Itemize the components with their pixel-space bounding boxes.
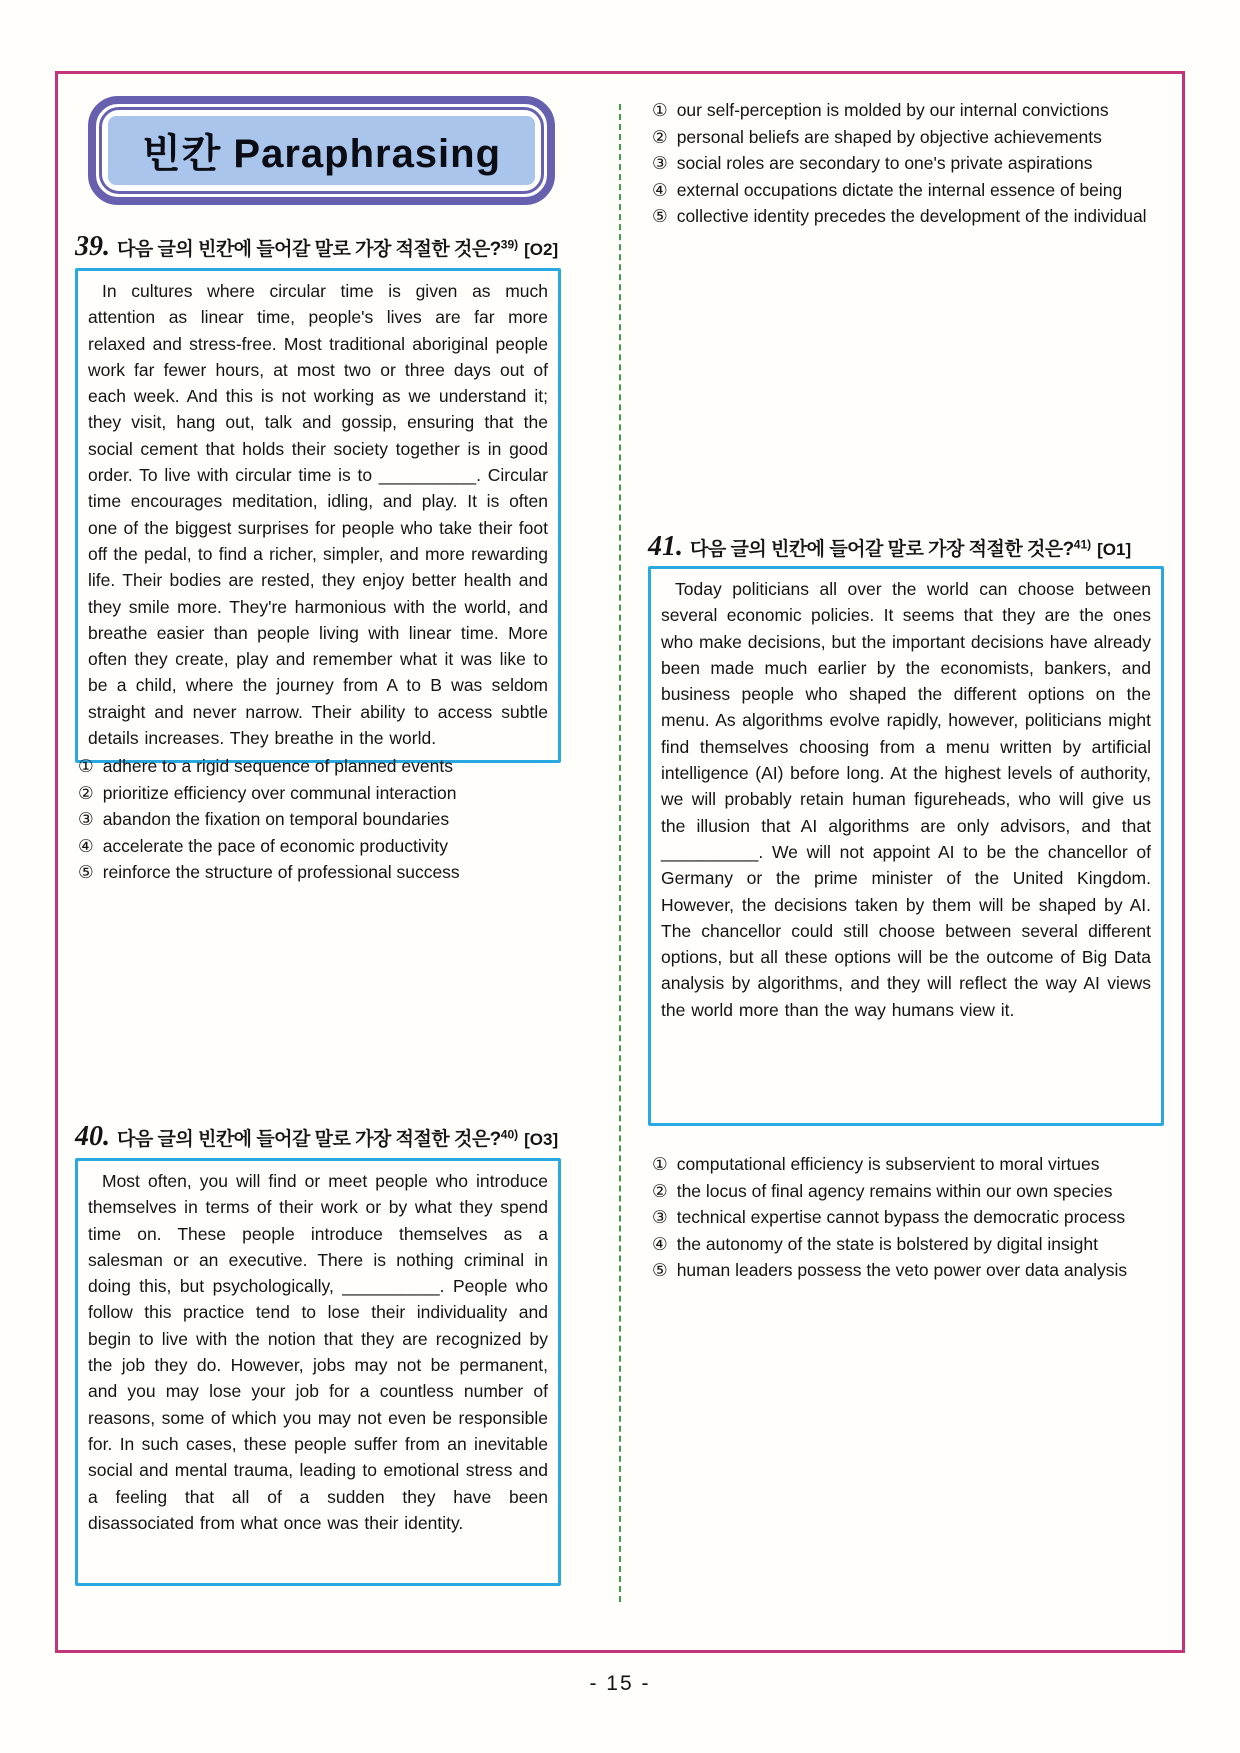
- question-39-choices: [78, 754, 562, 887]
- choice-41-4-text: the autonomy of the state is bolstered by digital insight: [676, 1233, 1098, 1254]
- choice-39-4-text: accelerate the pace of economic productivity: [102, 835, 449, 856]
- question-39-tag: [O2]: [524, 240, 559, 259]
- title-badge: [88, 96, 555, 205]
- choice-41-2: [652, 1179, 1164, 1205]
- question-39-number: 39.: [75, 231, 110, 262]
- choice-39-1-text: adhere to a rigid sequence of planned events: [102, 756, 453, 776]
- choice-40-1: [652, 98, 1164, 124]
- choice-40-4: [652, 178, 1164, 204]
- question-39-footnote: 39): [500, 237, 519, 252]
- choice-40-2-text: personal beliefs are shaped by objective achievements: [676, 126, 1102, 147]
- title-badge-ring: [99, 107, 544, 194]
- page-title: 빈칸 Paraphrasing: [142, 132, 502, 176]
- choice-40-3: [652, 151, 1164, 177]
- choice-41-2-text: the locus of final agency remains within our own species: [676, 1180, 1113, 1201]
- choice-41-5-text: human leaders possess the veto power over data analysis: [676, 1260, 1128, 1280]
- question-41-tag: [O1]: [1097, 540, 1132, 559]
- question-40-tag: [O3]: [524, 1130, 559, 1149]
- choice-39-1-marker: ①: [78, 756, 94, 776]
- choice-40-1-marker: ①: [652, 100, 668, 120]
- choice-40-2: [652, 125, 1164, 151]
- choice-39-3-marker: ③: [78, 809, 94, 829]
- question-39-header: [75, 231, 558, 263]
- choice-41-5-marker: ⑤: [652, 1260, 668, 1280]
- question-39-passage: In cultures where circular time is given as much attention as linear time, people's lives are far more relaxed and stress-free. Most traditional aboriginal people work far fewer hours, at most two or three days out of each week. And this is not working as we understand it; they visit, hang out, talk and gossip, ensuring that the social cement that holds their society together is in good order. To live with circular time is to __________. Circular time encourages meditation, idling, and play. It is often one of the biggest surprises for people who take their foot off the pedal, to find a richer, simpler, and more rewarding life. Their bodies are rested, they enjoy better health and they smile more. They're harmonious with the world, and breathe easier than people living with linear time. More often they create, play and remember what it was like to be a child, where the journey from A to B was seldom straight and never narrow. Their ability to access subtle details increases. They breathe in the world.: [88, 281, 548, 749]
- choice-40-4-text: external occupations dictate the internal essence of being: [676, 179, 1123, 200]
- question-40-passage-box: [75, 1158, 561, 1586]
- choice-39-4: [78, 834, 562, 860]
- question-40-number: 40.: [75, 1121, 110, 1152]
- choice-39-5: [78, 860, 562, 886]
- choice-40-4-marker: ④: [652, 179, 668, 200]
- choice-40-3-marker: ③: [652, 153, 668, 173]
- choice-40-1-text: our self-perception is molded by our internal convictions: [676, 100, 1109, 120]
- choice-39-2-marker: ②: [78, 782, 94, 803]
- choice-41-1: [652, 1152, 1164, 1178]
- question-40-choices: [652, 98, 1164, 231]
- choice-40-5: [652, 204, 1164, 230]
- choice-39-3-text: abandon the fixation on temporal boundaries: [102, 809, 450, 829]
- question-41-header: [648, 531, 1131, 563]
- question-39-passage-box: [75, 268, 561, 763]
- choice-41-1-marker: ①: [652, 1154, 668, 1174]
- choice-39-5-marker: ⑤: [78, 862, 94, 882]
- question-41-choices: [652, 1152, 1164, 1285]
- choice-39-5-text: reinforce the structure of professional success: [102, 862, 460, 882]
- column-divider: [619, 104, 621, 1602]
- choice-41-5: [652, 1258, 1164, 1284]
- choice-40-3-text: social roles are secondary to one's private aspirations: [676, 153, 1093, 173]
- question-40-prompt: 다음 글의 빈칸에 들어갈 말로 가장 적절한 것은?: [117, 1129, 501, 1150]
- choice-41-3-marker: ③: [652, 1207, 668, 1227]
- choice-41-2-marker: ②: [652, 1180, 668, 1201]
- question-41-prompt: 다음 글의 빈칸에 들어갈 말로 가장 적절한 것은?: [690, 539, 1074, 560]
- choice-41-4-marker: ④: [652, 1233, 668, 1254]
- page-number: - 15 -: [589, 1672, 651, 1695]
- choice-41-1-text: computational efficiency is subservient to moral virtues: [676, 1154, 1100, 1174]
- choice-40-5-text: collective identity precedes the development of the individual: [676, 206, 1147, 226]
- choice-41-4: [652, 1232, 1164, 1258]
- choice-40-5-marker: ⑤: [652, 206, 668, 226]
- question-41-passage: Today politicians all over the world can choose between several economic policies. It seems that they are the ones who make decisions, but the important decisions have already been made much earlier by the economists, bankers, and business people who shaped the different options on the menu. As algorithms evolve rapidly, however, politicians might find themselves choosing from a menu written by artificial intelligence (AI) before long. At the highest levels of authority, we will probably retain human figureheads, who will give us the illusion that AI algorithms are only advisors, and that __________. We will not appoint AI to be the chancellor of Germany or the prime minister of the United Kingdom. However, the decisions taken by them will be shaped by AI. The chancellor could still choose between several different options, but all these options will be the outcome of Big Data analysis by algorithms, and they will reflect the way AI views the world more than the way humans view it.: [661, 579, 1151, 1020]
- question-41-footnote: 41): [1073, 537, 1092, 552]
- choice-40-2-marker: ②: [652, 126, 668, 147]
- question-40-header: [75, 1121, 558, 1153]
- question-40-footnote: 40): [500, 1127, 519, 1142]
- choice-41-3-text: technical expertise cannot bypass the democratic process: [676, 1207, 1126, 1227]
- choice-39-1: [78, 754, 562, 780]
- title-badge-fill: [108, 116, 535, 185]
- choice-41-3: [652, 1205, 1164, 1231]
- choice-39-3: [78, 807, 562, 833]
- question-39-prompt: 다음 글의 빈칸에 들어갈 말로 가장 적절한 것은?: [117, 239, 501, 260]
- choice-39-2-text: prioritize efficiency over communal interaction: [102, 782, 457, 803]
- question-41-passage-box: [648, 566, 1164, 1126]
- choice-39-2: [78, 781, 562, 807]
- choice-39-4-marker: ④: [78, 835, 94, 856]
- question-41-number: 41.: [648, 531, 683, 562]
- question-40-passage: Most often, you will find or meet people who introduce themselves in terms of their work or by what they spend time on. These people introduce themselves as a salesman or an executive. There is nothing criminal in doing this, but psychologically, __________. People who follow this practice tend to lose their individuality and begin to live with the notion that they are recognized by the job they do. However, jobs may not be permanent, and you may lose your job for a countless number of reasons, some of which you may not even be responsible for. In such cases, these people suffer from an inevitable social and mental trauma, leading to emotional stress and a feeling that all of a sudden they have been disassociated from what once was their identity.: [88, 1171, 548, 1533]
